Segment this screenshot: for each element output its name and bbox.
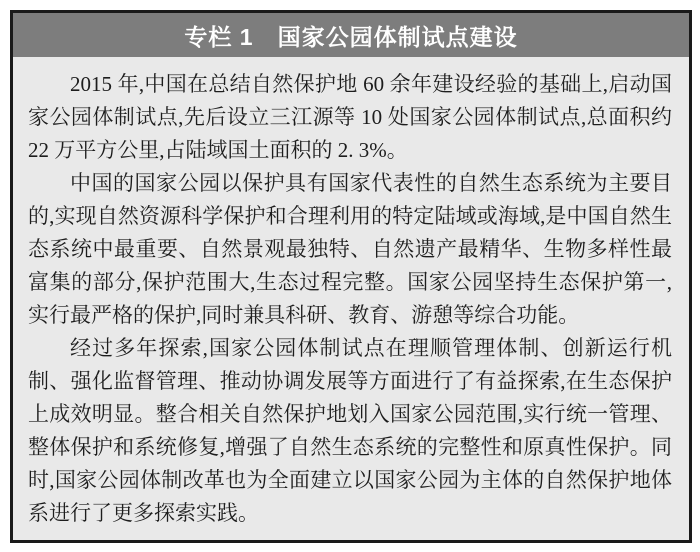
panel-body [13,57,689,540]
paragraph-pilot-launch: 2015 年,中国在总结自然保护地 60 余年建设经验的基础上,启动国家公园体制试点,先后设立三江源等 10 处国家公园体制试点,总面积约 22 万平方公里,占陆域国土面积的 2. 3%。 [28,72,672,162]
paragraph-exploration-results: 经过多年探索,国家公园体制试点在理顺管理体制、创新运行机制、强化监督管理、推动协调发展等方面进行了有益探索,在生态保护上成效明显。整合相关自然保护地划入国家公园范围,实行统一管理、整体保护和系统修复,增强了自然生态系统的完整性和原真性保护。同时,国家公园体制改革也为全面建立以国家公园为主体的自然保护地体系进行了更多探索实践。 [28,336,672,525]
panel-header [13,13,689,57]
column-panel [10,10,692,543]
paragraph-park-definition: 中国的国家公园以保护具有国家代表性的自然生态系统为主要目的,实现自然资源科学保护和合理利用的特定陆域或海域,是中国自然生态系统中最重要、自然景观最独特、自然遗产最精华、生物多样性最富集的部分,保护范围大,生态过程完整。国家公园坚持生态保护第一,实行最严格的保护,同时兼具科研、教育、游憩等综合功能。 [28,171,672,327]
panel-title: 专栏 1 国家公园体制试点建设 [184,23,518,50]
